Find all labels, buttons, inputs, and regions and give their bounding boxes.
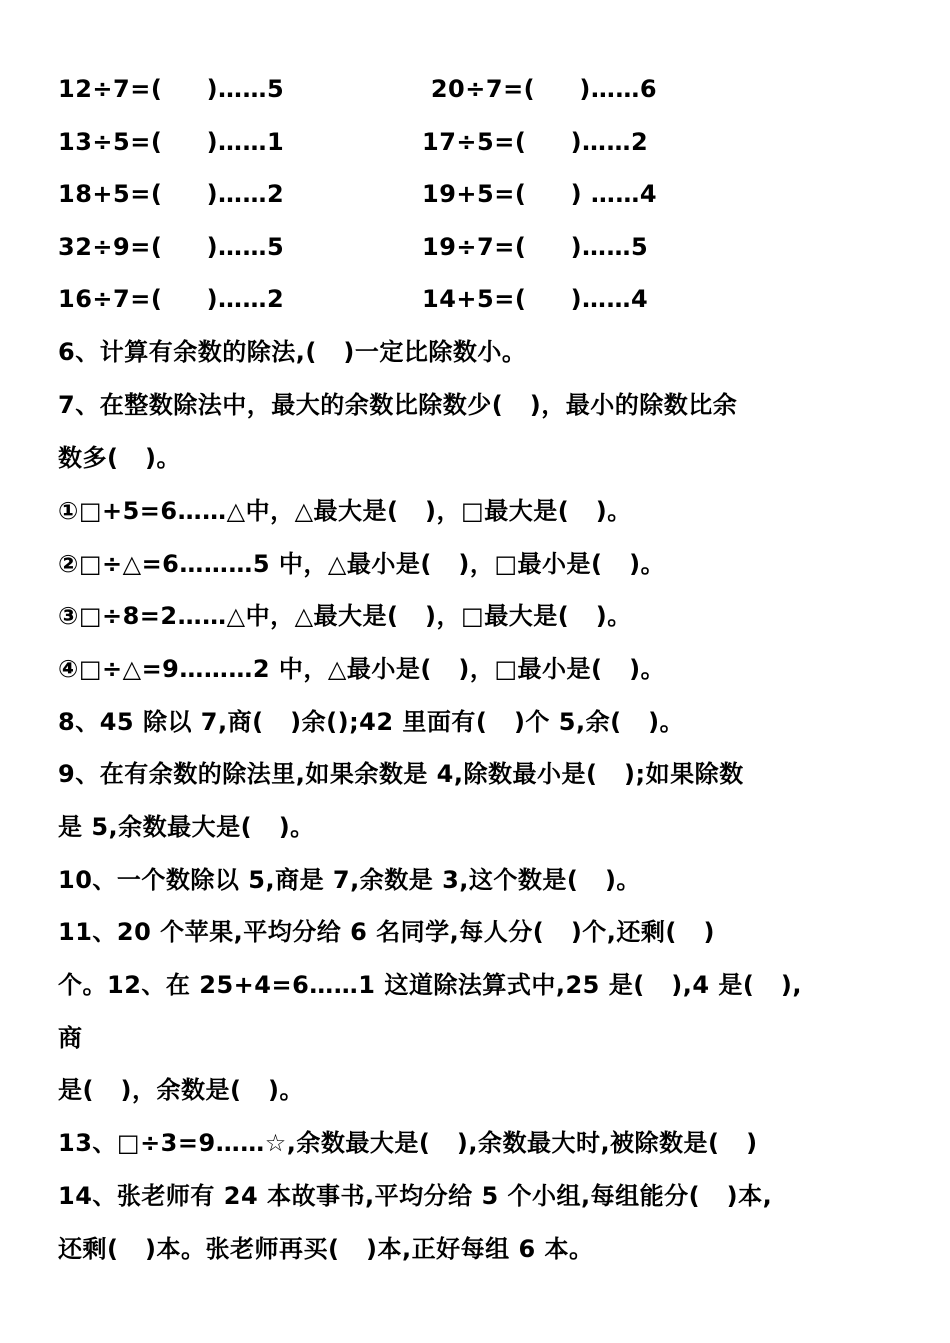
- question-line: ①□+5=6……△中，△最大是( )，□最大是( )。: [58, 497, 632, 525]
- question-line: 6、计算有余数的除法,( )一定比除数小。: [58, 338, 527, 366]
- question-line: 商: [58, 1024, 83, 1052]
- equation-right: 20÷7=( )……6: [422, 75, 658, 103]
- question-line: 是 5,余数最大是( )。: [58, 813, 315, 841]
- equation-right: 19÷7=( )……5: [422, 233, 649, 261]
- question-line: 数多( )。: [58, 444, 182, 472]
- question-line: 11、20 个苹果,平均分给 6 名同学,每人分( )个,还剩( ): [58, 918, 715, 946]
- question-line: 9、在有余数的除法里,如果余数是 4,除数最小是( );如果除数: [58, 760, 744, 788]
- equation-left: 18+5=( )……2: [58, 180, 285, 208]
- question-line: ②□÷△=6………5 中，△最小是( )，□最小是( )。: [58, 550, 666, 578]
- equation-right: 19+5=( ) ……4: [422, 180, 658, 208]
- question-line: 是( )，余数是( )。: [58, 1076, 305, 1104]
- question-line: 8、45 除以 7,商( )余();42 里面有( )个 5,余( )。: [58, 708, 685, 736]
- question-line: ④□÷△=9………2 中，△最小是( )，□最小是( )。: [58, 655, 666, 683]
- question-line: 14、张老师有 24 本故事书,平均分给 5 个小组,每组能分( )本,: [58, 1182, 773, 1210]
- question-line: 个。12、在 25+4=6……1 这道除法算式中,25 是( ),4 是( ),: [58, 971, 802, 999]
- question-line: 7、在整数除法中，最大的余数比除数少( )，最小的除数比余: [58, 391, 738, 419]
- equation-right: 14+5=( )……4: [422, 285, 649, 313]
- equation-left: 32÷9=( )……5: [58, 233, 285, 261]
- question-line: 13、□÷3=9……☆,余数最大是( ),余数最大时,被除数是( ): [58, 1129, 758, 1157]
- equation-left: 12÷7=( )……5: [58, 75, 285, 103]
- equation-left: 13÷5=( )……1: [58, 128, 285, 156]
- question-line: 还剩( )本。张老师再买( )本,正好每组 6 本。: [58, 1235, 594, 1263]
- question-line: 10、一个数除以 5,商是 7,余数是 3,这个数是( )。: [58, 866, 641, 894]
- question-line: ③□÷8=2……△中，△最大是( )，□最大是( )。: [58, 602, 632, 630]
- equation-right: 17÷5=( )……2: [422, 128, 649, 156]
- equation-left: 16÷7=( )……2: [58, 285, 285, 313]
